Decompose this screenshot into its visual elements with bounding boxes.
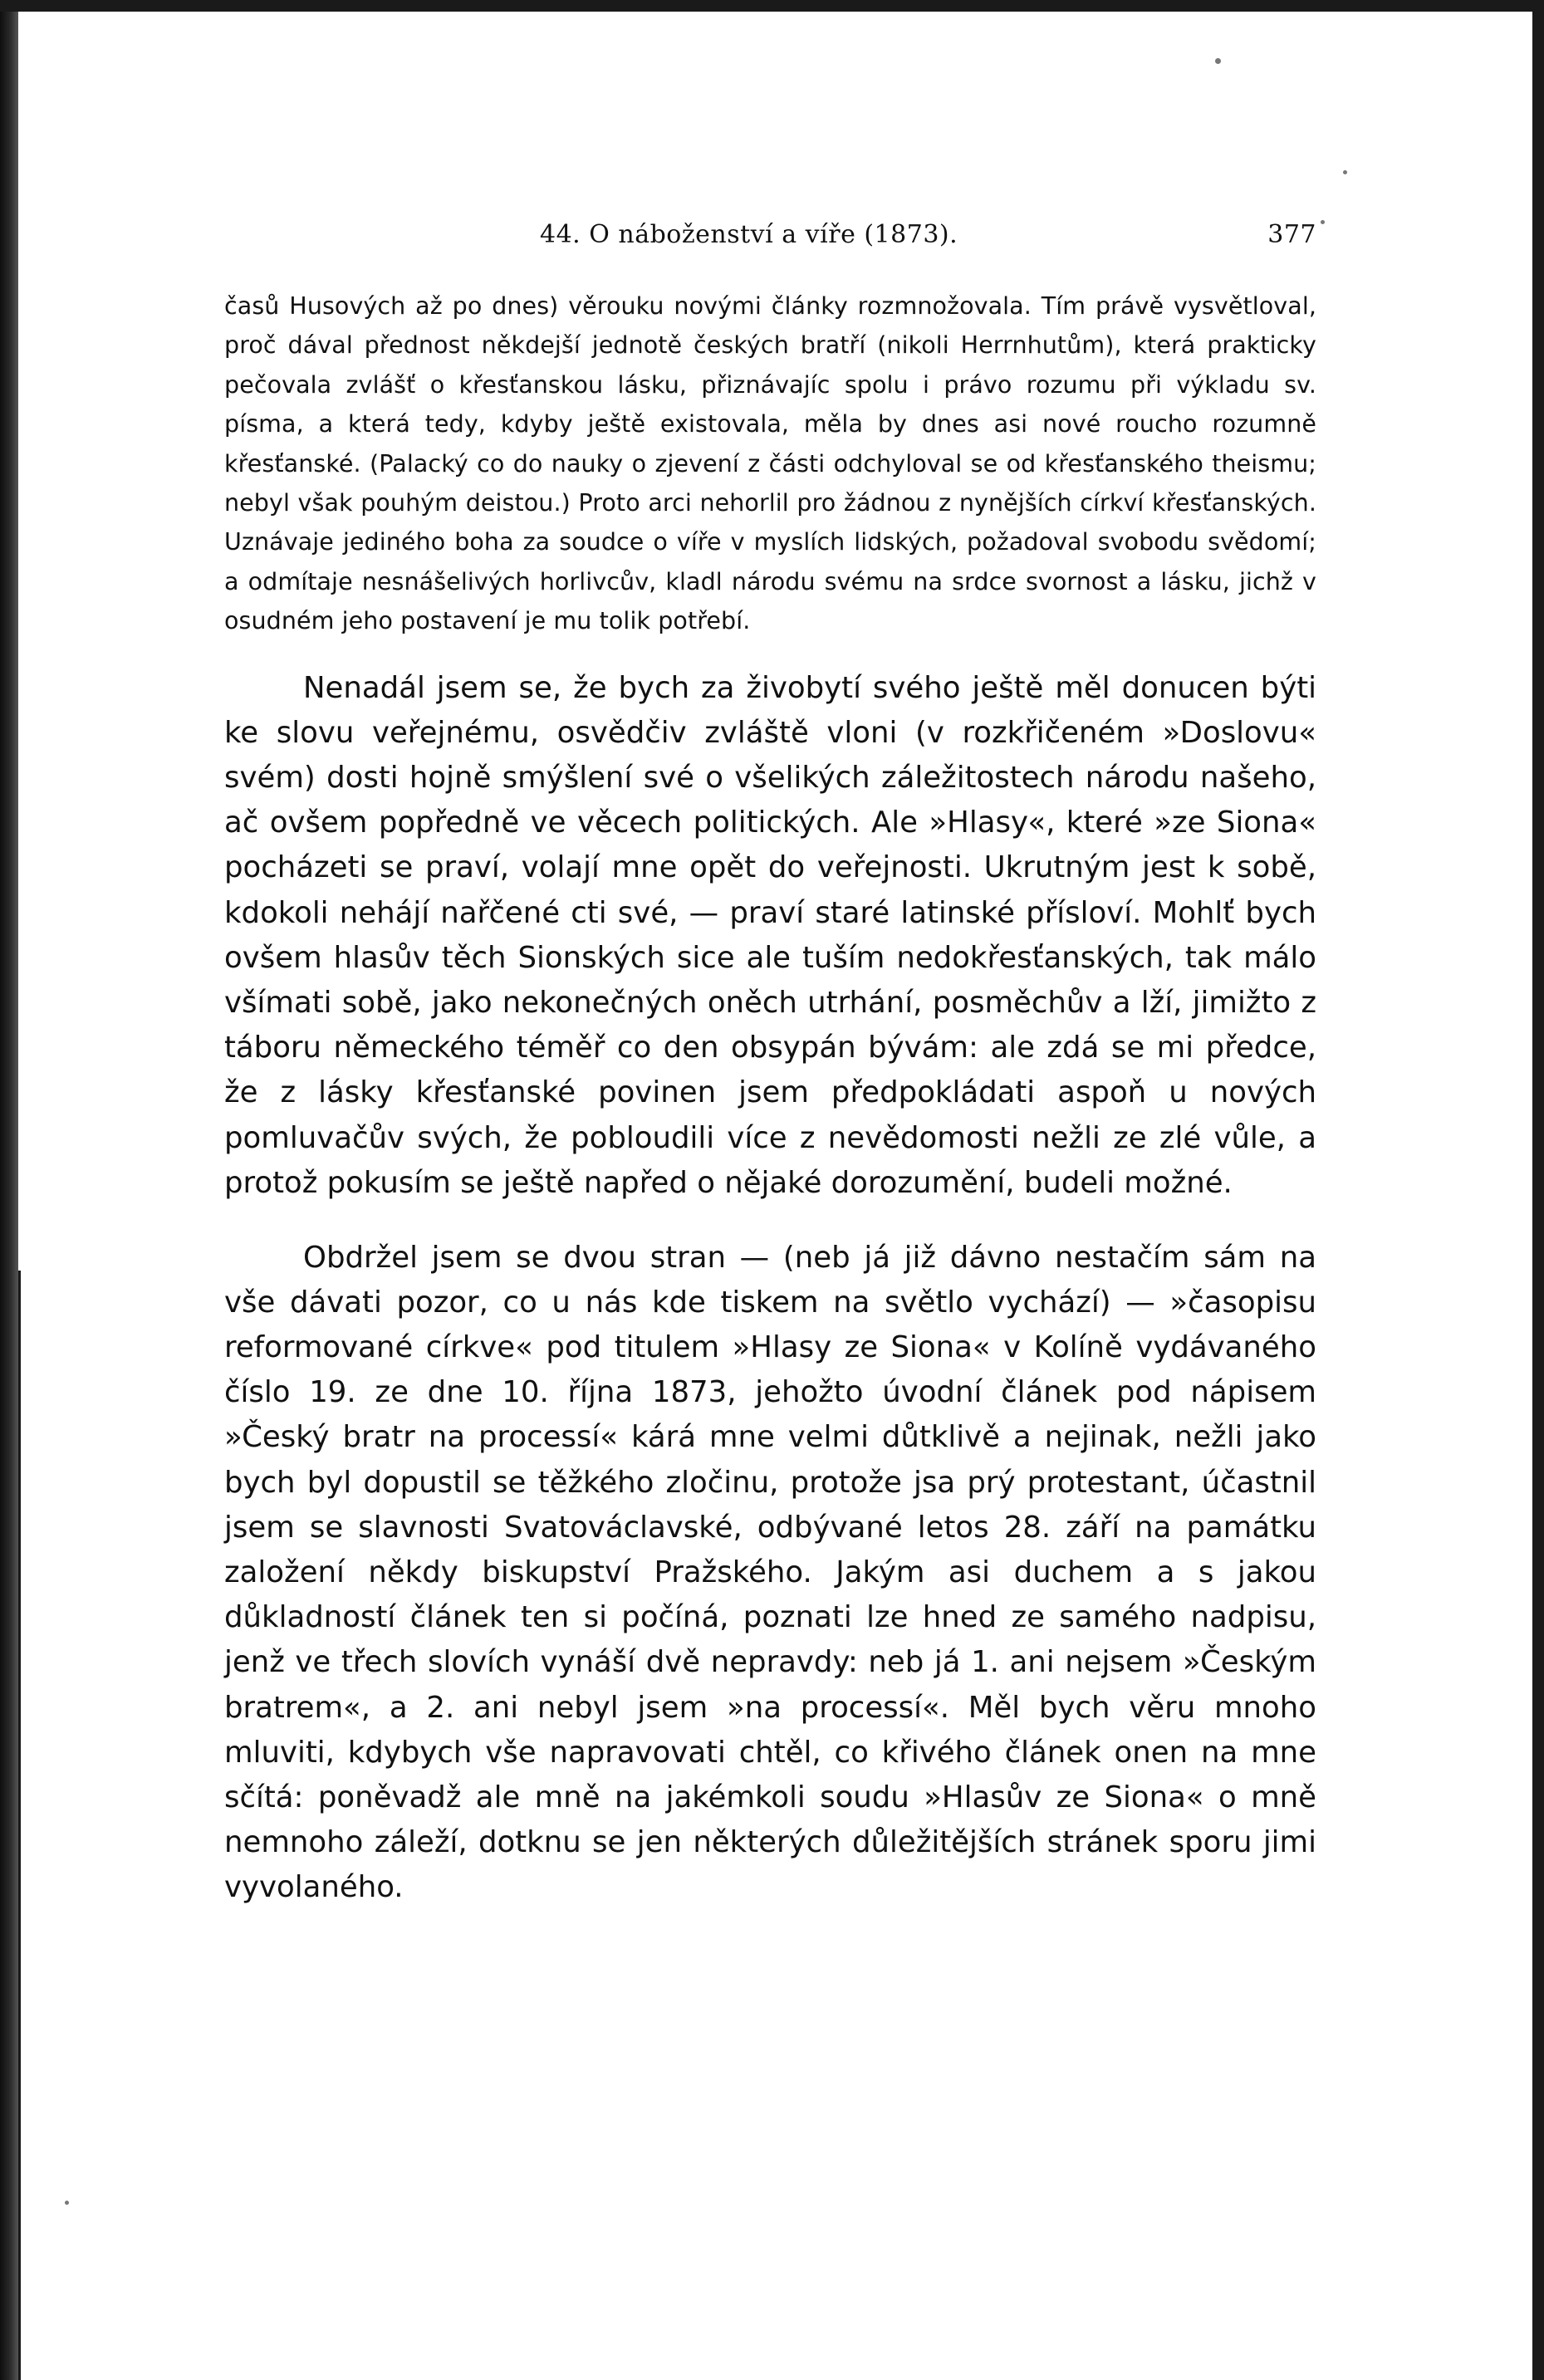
paragraph-3: Obdržel jsem se dvou stran — (neb já již dávno nestačím sám na vše dávati pozor, co u nás kde tiskem na světlo vychází) — »časopisu reformované církve« pod titulem »Hlasy ze Siona« v Kolíně vydávaného číslo 19. ze dne 10. října 1873, jehožto úvodní článek pod nápisem »Český bratr na processí« kárá mne velmi důtklivě a nejinak, nežli jako bych byl dopustil se těžkého zločinu, protože jsa prý protestant, účastnil jsem se slavnosti Svatováclavské, odbývané letos 28. září na památku založení někdy biskupství Pražského. Jakým asi duchem a s jakou důkladností článek ten si počíná, poznati lze hned ze samého nadpisu, jenž ve třech slovích vynáší dvě nepravdy: neb já 1. ani nejsem »Českým bratrem«, a 2. ani nebyl jsem »na processí«. Měl bych věru mnoho mluviti, kdybych vše napravovati chtěl, co křivého článek onen na mne sčítá: poněvadž ale mně na jakémkoli soudu »Hlasův ze Siona« o mně nemnoho záleží, dotknu se jen některých důležitějších stránek sporu jimi vyvolaného. [224, 1240, 1316, 1905]
running-head [224, 220, 1316, 253]
scan-speck [65, 2201, 69, 2205]
page-number: 377 [1267, 220, 1316, 249]
scan-speck [1343, 170, 1347, 174]
scan-speck [1321, 220, 1325, 224]
scan-speck [1215, 58, 1221, 64]
scan-left-edge [0, 0, 18, 2380]
chapter-title: 44. O náboženství a víře (1873). [540, 220, 958, 249]
paragraph-continuation: časů Husových až po dnes) věrouku novými články rozmnožovala. Tím právě vysvětloval, proč dával přednost někdejší jednotě českých bratří (nikoli Herrnhutům), která prakticky pečovala zvlášť o křesťanskou lásku, přiznávajíc spolu i právo rozumu při výkladu sv. písma, a která tedy, kdyby ještě existovala, měla by dnes asi nové roucho rozumně křesťanské. (Palacký co do nauky o zjevení z části odchyloval se od křesťanského theismu; nebyl však pouhým deistou.) Proto arci nehorlil pro žádnou z nynějších církví křesťanských. Uznávaje jediného boha za soudce o víře v myslích lidských, požadoval svobodu svědomí; a odmítaje nesnášelivých horlivcův, kladl národu svému na srdce svornost a lásku, jichž v osudném jeho postavení je mu tolik potřebí. [224, 292, 1316, 635]
paragraph-2: Nenadál jsem se, že bych za živobytí svého ještě měl donucen býti ke slovu veřejnému, osvědčiv zvláště vloni (v rozkřičeném »Doslovu« svém) dosti hojně smýšlení své o všelikých záležitostech národu našeho, ač ovšem popředně ve věcech politických. Ale »Hlasy«, které »ze Siona« pocházeti se praví, volají mne opět do veřejnosti. Ukrutným jest k sobě, kdokoli nehájí nařčené cti své, — praví staré latinské přísloví. Mohlť bych ovšem hlasův těch Sionských sice ale tuším nedokřesťanských, tak málo všímati sobě, jako nekonečných oněch utrhání, posměchův a lží, jimižto z táboru německého téměř co den obsypán bývám: ale zdá se mi předce, že z lásky křesťanské povinen jsem předpokládati aspoň u nových pomluvačův svých, že pobloudili více z nevědomosti nežli ze zlé vůle, a protož pokusím se ještě napřed o nějaké dorozumění, budeli možné. [224, 670, 1316, 1200]
book-page [224, 220, 1316, 1940]
scan-left-edge-line [18, 1271, 21, 2380]
